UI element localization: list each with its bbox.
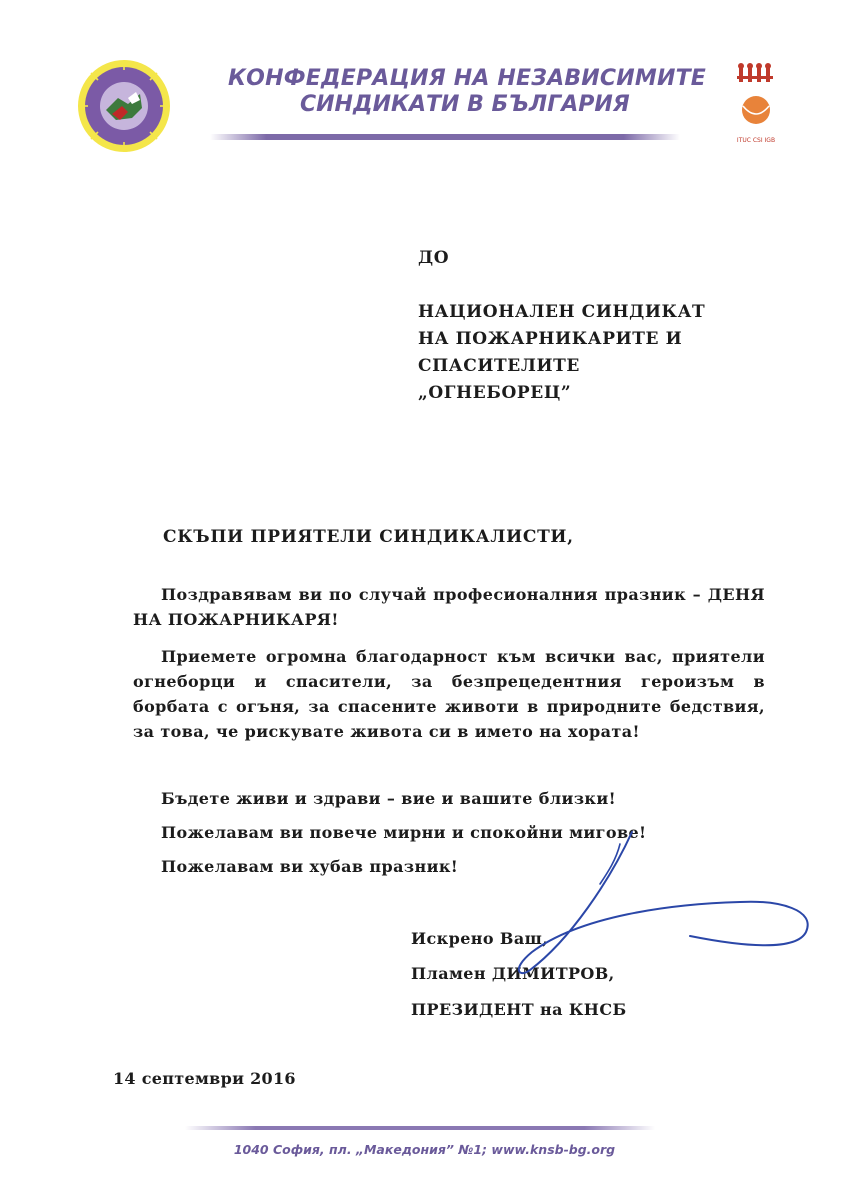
wish-line: Бъдете живи и здрави – вие и вашите близки! bbox=[161, 789, 617, 808]
footer-address: 1040 София, пл. „Македония” №1; www.knsb-bg.org bbox=[233, 1142, 616, 1157]
gratitude-paragraph: Приемете огромна благодарност към всички вас, приятели огнеборци и спасители, за безпрецедентния героизъм в борбата с огъня, за спасените животи в природните бедствия, за това, че рискувате живота си в името на хората! bbox=[133, 647, 765, 741]
signer-name: Пламен ДИМИТРОВ, bbox=[411, 964, 615, 983]
org-name-line2: СИНДИКАТИ В БЪЛГАРИЯ bbox=[300, 92, 630, 117]
addressee-to: ДО bbox=[418, 248, 450, 268]
knsb-logo bbox=[76, 58, 172, 154]
salutation: СКЪПИ ПРИЯТЕЛИ СИНДИКАЛИСТИ, bbox=[163, 527, 574, 547]
signer-title: ПРЕЗИДЕНТ на КНСБ bbox=[411, 1000, 627, 1019]
ituc-logo bbox=[733, 62, 779, 152]
wish-line: Пожелавам ви хубав празник! bbox=[161, 857, 459, 876]
handwritten-signature bbox=[440, 820, 820, 980]
addressee-line: НАЦИОНАЛЕН СИНДИКАТ bbox=[418, 302, 706, 322]
greeting-paragraph: Поздравявам ви по случай професионалния празник – ДЕНЯ НА ПОЖАРНИКАРЯ! bbox=[133, 585, 765, 629]
wish-line: Пожелавам ви повече мирни и спокойни мигове! bbox=[161, 823, 647, 842]
addressee-line: НА ПОЖАРНИКАРИТЕ И bbox=[418, 329, 683, 349]
addressee-line: „ОГНЕБОРЕЦ” bbox=[418, 383, 572, 403]
svg-text:ITUC CSI IGB: ITUC CSI IGB bbox=[736, 137, 776, 144]
header-divider bbox=[210, 134, 680, 140]
org-name-line1: КОНФЕДЕРАЦИЯ НА НЕЗАВИСИМИТЕ bbox=[228, 66, 707, 91]
letter-date: 14 септември 2016 bbox=[113, 1069, 296, 1088]
addressee-line: СПАСИТЕЛИТЕ bbox=[418, 356, 580, 376]
closing-line: Искрено Ваш, bbox=[411, 929, 549, 948]
footer-divider bbox=[185, 1126, 655, 1130]
